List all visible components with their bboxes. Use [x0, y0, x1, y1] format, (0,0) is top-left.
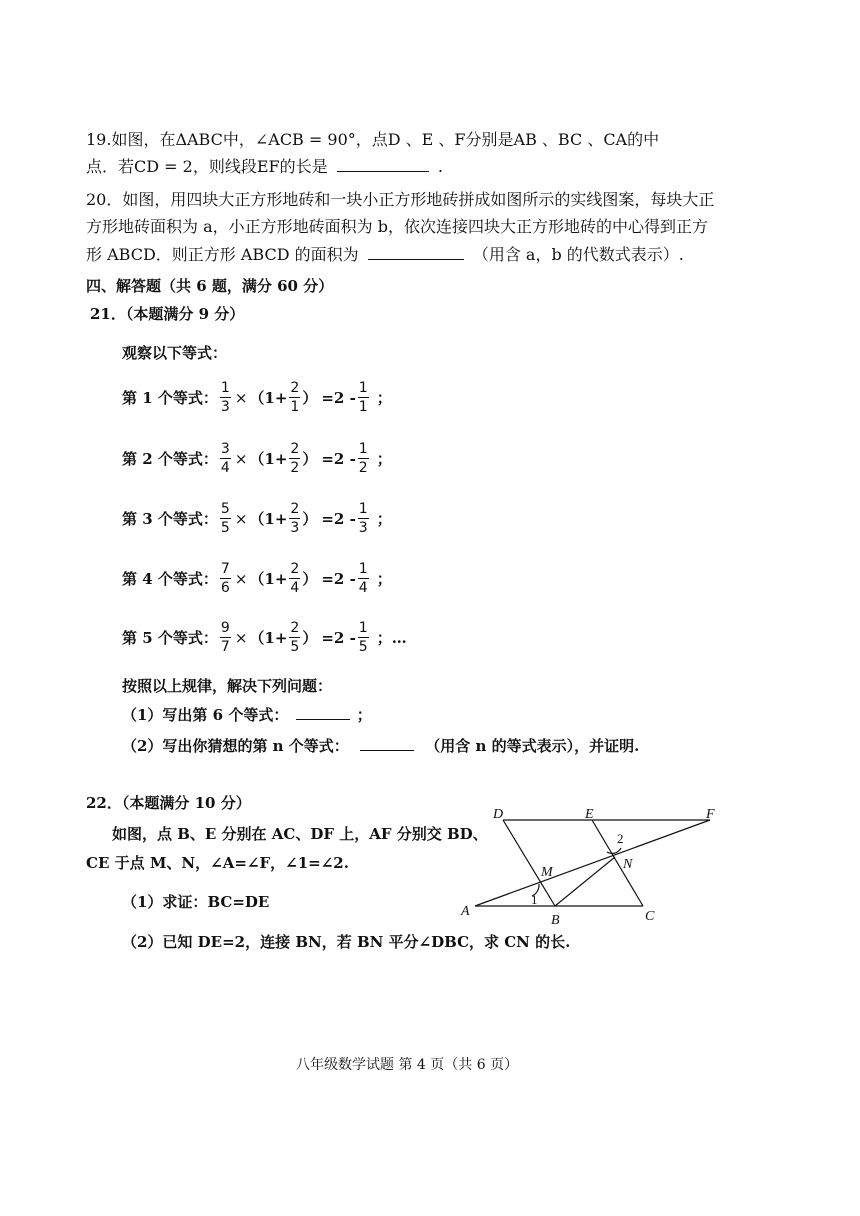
q22-line2: CE 于点 M、N，∠A=∠F，∠1=∠2. [86, 854, 349, 872]
q19-answer-blank[interactable] [337, 171, 429, 172]
q21-part2-end: （用含 n 的等式表示），并证明. [425, 737, 640, 755]
q19-line2 [86, 157, 443, 177]
fraction-c [358, 380, 369, 415]
equation-end: ； [376, 570, 392, 588]
equation-end: ； [376, 389, 392, 407]
fraction-b [289, 561, 300, 596]
fraction-numerator: 1 [358, 561, 368, 577]
fraction-a [220, 441, 231, 476]
q21-part1-end: ； [356, 706, 372, 724]
equation-end: ； [376, 450, 392, 468]
times-sign: × [234, 388, 248, 407]
fraction-denominator: 2 [358, 460, 368, 476]
open-paren: （1+ [249, 450, 288, 468]
equals-two-minus: =2 - [321, 509, 356, 528]
fraction-numerator: 7 [220, 561, 230, 577]
equation-row [122, 620, 407, 655]
equation-row [122, 441, 392, 476]
fraction-denominator: 1 [358, 399, 368, 415]
fraction-b [289, 620, 300, 655]
label-F: F [706, 807, 715, 822]
q21-part2 [122, 736, 639, 756]
fraction-numerator: 3 [220, 441, 230, 457]
fraction-denominator: 6 [220, 580, 230, 596]
fraction-numerator: 2 [290, 561, 300, 577]
q22-line1: 如图，点 B、E 分别在 AC、DF 上，AF 分别交 BD、 [112, 825, 488, 843]
fraction-numerator: 2 [290, 441, 300, 457]
q22-geometry-diagram [455, 800, 745, 935]
label-N: N [623, 857, 633, 872]
fraction-b [289, 380, 300, 415]
fraction-numerator: 2 [290, 380, 300, 396]
q21-part1-text: （1）写出第 6 个等式： [122, 706, 289, 724]
fraction-a [220, 620, 231, 655]
fraction-numerator: 2 [290, 501, 300, 517]
fraction-denominator: 5 [290, 639, 300, 655]
label-angle-1: 1 [531, 892, 538, 907]
q22-part2: （2）已知 DE=2，连接 BN，若 BN 平分∠DBC，求 CN 的长. [122, 933, 571, 951]
fraction-denominator: 3 [290, 520, 300, 536]
fraction-b [289, 501, 300, 536]
q19-line2-end: . [437, 157, 443, 176]
q21-part2-blank[interactable] [360, 750, 414, 751]
label-C: C [645, 909, 655, 924]
equation-label: 第 3 个等式： [122, 510, 218, 528]
open-paren: （1+ [249, 629, 288, 647]
q20-line3 [86, 245, 684, 265]
open-paren: （1+ [249, 389, 288, 407]
fraction-denominator: 3 [358, 520, 368, 536]
fraction-denominator: 4 [290, 580, 300, 596]
q20-line1: 20．如图，用四块大正方形地砖和一块小正方形地砖拼成如图所示的实线图案，每块大正 [86, 190, 715, 209]
fraction-denominator: 4 [358, 580, 368, 596]
fraction-numerator: 1 [358, 441, 368, 457]
equation-end: ； [376, 510, 392, 528]
line-BN [555, 857, 615, 906]
equals-two-minus: =2 - [321, 449, 356, 468]
page-footer: 八年级数学试题 第 4 页（共 6 页） [296, 1057, 519, 1073]
times-sign: × [234, 449, 248, 468]
close-paren: ） [302, 450, 318, 468]
times-sign: × [234, 628, 248, 647]
q20-line2: 方形地砖面积为 a，小正方形地砖面积为 b，依次连接四块大正方形地砖的中心得到正方 [86, 217, 708, 236]
fraction-c [358, 620, 369, 655]
equation-label: 第 1 个等式： [122, 389, 218, 407]
equation-label: 第 4 个等式： [122, 570, 218, 588]
q20-line3-end: （用含 a，b 的代数式表示）. [472, 245, 684, 264]
close-paren: ） [302, 510, 318, 528]
q20-answer-blank[interactable] [368, 259, 464, 260]
fraction-numerator: 5 [220, 501, 230, 517]
close-paren: ） [302, 570, 318, 588]
equation-row [122, 380, 392, 415]
label-angle-2: 2 [617, 831, 624, 846]
fraction-denominator: 7 [220, 639, 230, 655]
fraction-denominator: 5 [220, 520, 230, 536]
fraction-c [358, 441, 369, 476]
q22-header: 22．（本题满分 10 分） [86, 794, 251, 812]
equation-label: 第 2 个等式： [122, 450, 218, 468]
fraction-denominator: 5 [358, 639, 368, 655]
times-sign: × [234, 509, 248, 528]
equals-two-minus: =2 - [321, 569, 356, 588]
label-B: B [551, 913, 560, 928]
label-E: E [585, 807, 594, 822]
section4-title: 四、解答题（共 6 题，满分 60 分） [86, 277, 334, 295]
fraction-denominator: 3 [220, 399, 230, 415]
fraction-denominator: 2 [290, 460, 300, 476]
q19-line1: 19.如图，在ΔABC中，∠ACB = 90°，点D 、E 、F分别是AB 、BC 、CA的中 [86, 130, 660, 149]
fraction-a [220, 501, 231, 536]
q21-part2-text: （2）写出你猜想的第 n 个等式： [122, 737, 349, 755]
open-paren: （1+ [249, 570, 288, 588]
fraction-numerator: 1 [358, 501, 368, 517]
fraction-numerator: 1 [358, 380, 368, 396]
fraction-a [220, 380, 231, 415]
fraction-denominator: 4 [220, 460, 230, 476]
label-A: A [461, 904, 470, 919]
q20-line3-text: 形 ABCD．则正方形 ABCD 的面积为 [86, 245, 359, 264]
times-sign: × [234, 569, 248, 588]
close-paren: ） [302, 389, 318, 407]
fraction-b [289, 441, 300, 476]
q21-header: 21．（本题满分 9 分） [90, 305, 245, 323]
fraction-numerator: 2 [290, 620, 300, 636]
fraction-c [358, 501, 369, 536]
label-D: D [493, 807, 504, 822]
fraction-a [220, 561, 231, 596]
fraction-numerator: 1 [220, 380, 230, 396]
equation-row [122, 501, 392, 536]
open-paren: （1+ [249, 510, 288, 528]
equation-label: 第 5 个等式： [122, 629, 218, 647]
equals-two-minus: =2 - [321, 628, 356, 647]
q22-part1: （1）求证：BC=DE [122, 893, 270, 911]
fraction-c [358, 561, 369, 596]
equals-two-minus: =2 - [321, 388, 356, 407]
q21-intro: 观察以下等式： [122, 344, 228, 362]
q21-part1-blank[interactable] [296, 719, 350, 720]
equation-row [122, 561, 392, 596]
fraction-denominator: 1 [290, 399, 300, 415]
close-paren: ） [302, 629, 318, 647]
fraction-numerator: 9 [220, 620, 230, 636]
label-M: M [541, 865, 553, 880]
equation-end: ；… [376, 629, 407, 647]
q21-rule: 按照以上规律，解决下列问题： [122, 677, 333, 695]
fraction-numerator: 1 [358, 620, 368, 636]
q21-part1 [122, 705, 372, 725]
q19-line2-text: 点．若CD = 2，则线段EF的长是 [86, 157, 328, 176]
